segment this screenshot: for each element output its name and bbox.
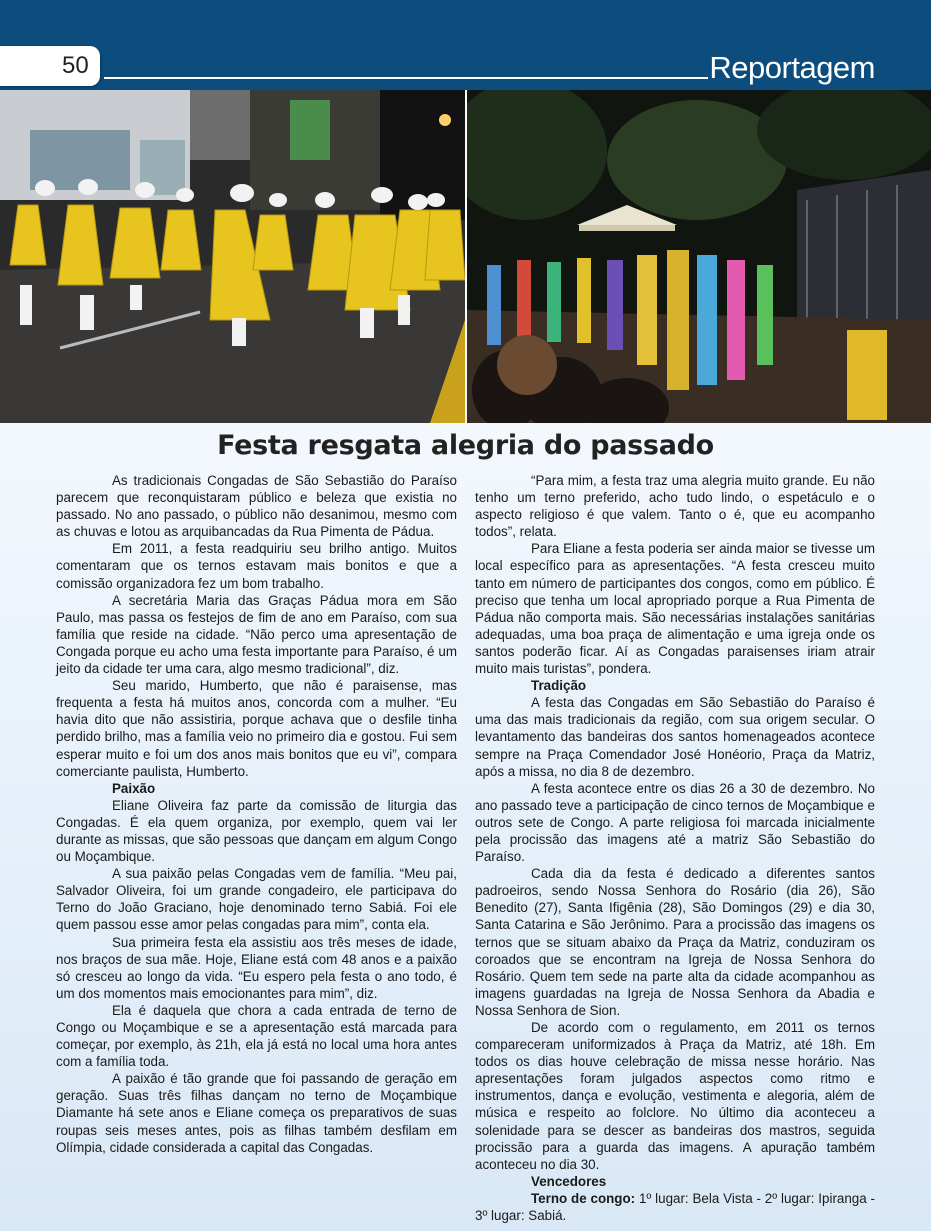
result-text: 1º lugar: Bela Vista - 2º lugar: Ipiranga - 3º lugar: Sabiá. — [475, 1190, 875, 1224]
paragraph: A sua paixão pelas Congadas vem de família. “Meu pai, Salvador Oliveira, foi um grande congadeiro, ele participava do Terno do João Graciano, hoje denominado terno Sabiá. Foi ele quem passou esse amor pelas congadas para mim”, conta ela. — [56, 866, 457, 933]
result-label: Terno de congo: — [531, 1190, 636, 1206]
subheading: Tradição — [531, 678, 587, 694]
paragraph: Eliane Oliveira faz parte da comissão de liturgia das Congadas. É ela quem organiza, por exemplo, quem vai ler durante as missas, que são pessoas que dançam em algum Congo ou Moçambique. — [56, 797, 457, 865]
paragraph: A festa das Congadas em São Sebastião do Paraíso é uma das mais tradicionais da região, com sua origem secular. O levantamento das bandeiras dos santos homenageados acontece sempre na Praça Comendador José Honéorio, Praça da Matriz, após a missa, no dia 8 de dezembro. — [475, 695, 875, 779]
article-column-left — [56, 472, 457, 1156]
paragraph: De acordo com o regulamento, em 2011 os ternos compareceram uniformizados à Praça da Matriz, até 18h. Em todos os dias houve celebração de missa nesse horário. Nas apresentações foram julgados aspectos como ritmo e instrumentos, dança e evolução, vestimenta e alegoria, além de música e respeito ao folclore. No último dia aconteceu a solenidade para se descer as bandeiras dos mastros, seguida procissão para a guarda das imagens. A apuração também aconteceu no dia 30. — [475, 1020, 875, 1172]
paragraph: Sua primeira festa ela assistiu aos três meses de idade, nos braços de sua mãe. Hoje, Eliane está com 48 anos e a paixão só cresceu ao longo da vida. “Eu espero pela festa o ano todo, é um dos momentos mais emocionantes para mim”, diz. — [56, 934, 457, 1001]
photo-colorful-groups — [467, 90, 931, 423]
subheading: Paixão — [112, 780, 156, 796]
subheading: Vencedores — [531, 1173, 607, 1189]
photo-yellow-dancers — [0, 90, 465, 423]
paragraph: A secretária Maria das Graças Pádua mora em São Paulo, mas passa os festejos de fim de ano em Paraíso, com sua família que reside na cidade. “Não perco uma apresentação de Congada porque eu acho uma festa importante para Paraíso, é um jeito da cidade ter uma cara, algo mesmo tradicional”, diz. — [56, 592, 457, 677]
paragraph: Cada dia da festa é dedicado a diferentes santos padroeiros, sendo Nossa Senhora do Rosário (dia 26), São Benedito (27), Santa Ifigênia (28), São Domingos (29) e dia 30, Santa Catarina e São Jerônimo. Para a procissão das imagens os ternos que se situam abaixo da Praça da Matriz, conduziram os coroados que se encontram na Igreja de Nossa Senhora do Rosário. Quem tem sede na parte alta da cidade acompanhou as imagens guardadas na Igreja de Nossa Senhora da Abadia e Nossa Senhora de Sion. — [475, 866, 875, 1018]
header-rule — [104, 77, 708, 79]
paragraph: A festa acontece entre os dias 26 a 30 de dezembro. No ano passado teve a participação de cinco ternos de Moçambique e outros sete de Congo. A parte religiosa foi marcada inicialmente pela procissão das imagens até a matriz São Sebastião do Paraíso. — [475, 780, 875, 865]
paragraph: Ela é daquela que chora a cada entrada de terno de Congo ou Moçambique e se a apresentação está marcada para começar, por exemplo, às 21h, ela já está no local uma hora antes com a família toda. — [56, 1002, 457, 1070]
paragraph: A paixão é tão grande que foi passando de geração em geração. Suas três filhas dançam no terno de Moçambique Diamante há sete anos e Eliane começa os preparativos de suas roupas seis meses antes, pois as filhas também desfilam em Olímpia, cidade considerada a capital das Congadas. — [56, 1071, 457, 1155]
paragraph: Seu marido, Humberto, que não é paraisense, mas frequenta a festa há muitos anos, concorda com a mulher. “Eu havia dito que não assistiria, porque achava que o desfile tinha perdido brilho, mas a família veio no primeiro dia e gostou. Fui sem esperar muito e foi um dos anos mais bonitos que eu vi”, compara comerciante paulista, Humberto. — [56, 678, 457, 779]
paragraph: Para Eliane a festa poderia ser ainda maior se tivesse um local específico para as apresentações. “A festa cresceu muito tanto em número de participantes dos congos, como em público. É preciso que tenha um local apropriado porque a Rua Pimenta de Pádua não comporta mais. São necessárias instalações sanitárias adequadas, uma boa praça de alimentação e uma igreja onde os santos poderão ficar. Aí as Congadas paraisenses iriam atrair muito mais turistas”, pondera. — [475, 541, 875, 677]
paragraph: Em 2011, a festa readquiriu seu brilho antigo. Muitos comentaram que os ternos estavam mais bonitos e que a comissão organizadora fez um bom trabalho. — [56, 541, 457, 591]
section-title: Reportagem — [709, 50, 875, 85]
article-column-right — [475, 472, 875, 1224]
page-number: 50 — [62, 52, 89, 79]
result-line — [475, 1190, 875, 1224]
paragraph: “Para mim, a festa traz uma alegria muito grande. Eu não tenho um terno preferido, acho tudo lindo, o espetáculo e o aspecto religioso é que valem. Tanto o é, que eu acompanho todos”, relata. — [475, 473, 875, 540]
article-title: Festa resgata alegria do passado — [217, 430, 714, 461]
paragraph: As tradicionais Congadas de São Sebastião do Paraíso parecem que reconquistaram público e beleza que existia no passado. No ano passado, o público não desanimou, mesmo com as chuvas e lotou as arquibancadas da Rua Pimenta de Pádua. — [56, 473, 457, 540]
